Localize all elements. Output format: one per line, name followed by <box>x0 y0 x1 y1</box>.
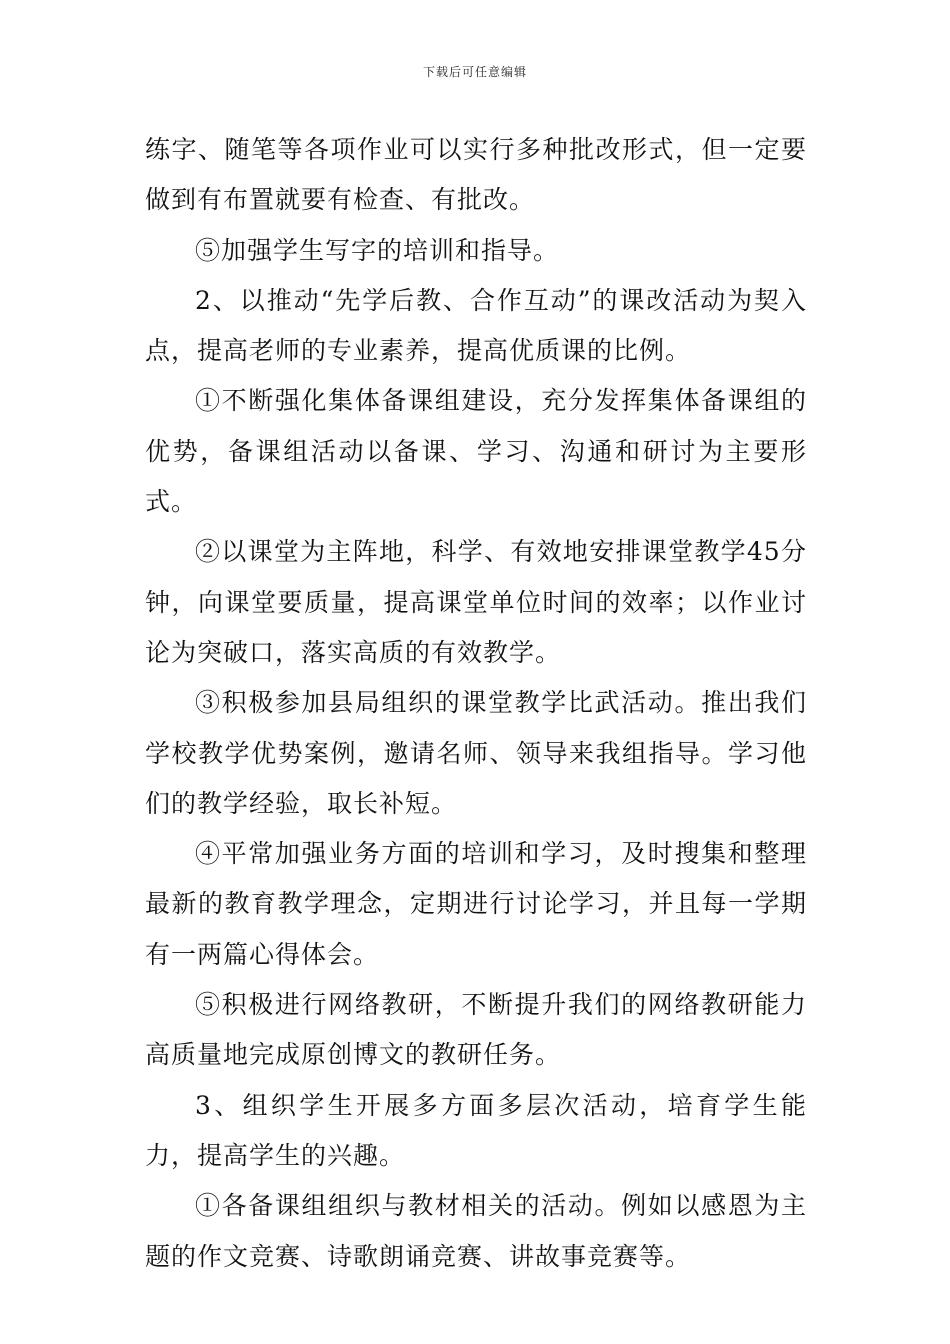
paragraph-item-3-competition: ③积极参加县局组织的课堂教学比武活动。推出我们学校教学优势案例，邀请名师、领导来我组指导。学习他们的教学经验，取长补短。 <box>145 688 807 818</box>
paragraph-item-1-lesson-prep: ①不断强化集体备课组建设，充分发挥集体备课组的优势，备课组活动以备课、学习、沟通和研讨为主要形式。 <box>145 386 807 517</box>
paragraph-item-4-training: ④平常加强业务方面的培训和学习，及时搜集和整理最新的教育教学理念，定期进行讨论学习，并且每一学期有一两篇心得体会。 <box>145 839 807 969</box>
paragraph-section-3: 3、组织学生开展多方面多层次活动，培育学生能力，提高学生的兴趣。 <box>145 1090 807 1170</box>
paragraph-section-2: 2、以推动“先学后教、合作互动”的课改活动为契入点，提高老师的专业素养，提高优质课的比例。 <box>145 285 807 366</box>
paragraph-item-1-activities: ①各备课组组织与教材相关的活动。例如以感恩为主题的作文竞赛、诗歌朗诵竞赛、讲故事竞赛等。 <box>145 1191 807 1271</box>
paragraph-continuation: 练字、随笔等各项作业可以实行多种批改形式，但一定要做到有布置就要有检查、有批改。 <box>145 135 807 215</box>
paragraph-item-writing-training: ⑤加强学生写字的培训和指导。 <box>195 235 560 265</box>
document-body <box>145 125 807 1282</box>
paragraph-item-2-classroom: ②以课堂为主阵地，科学、有效地安排课堂教学45分钟，向课堂要质量，提高课堂单位时间的效率；以作业讨论为突破口，落实高质的有效教学。 <box>145 537 807 667</box>
page-header: 下载后可任意编辑 <box>422 65 527 79</box>
paragraph-item-5-online-research: ⑤积极进行网络教研，不断提升我们的网络教研能力高质量地完成原创博文的教研任务。 <box>145 990 807 1070</box>
